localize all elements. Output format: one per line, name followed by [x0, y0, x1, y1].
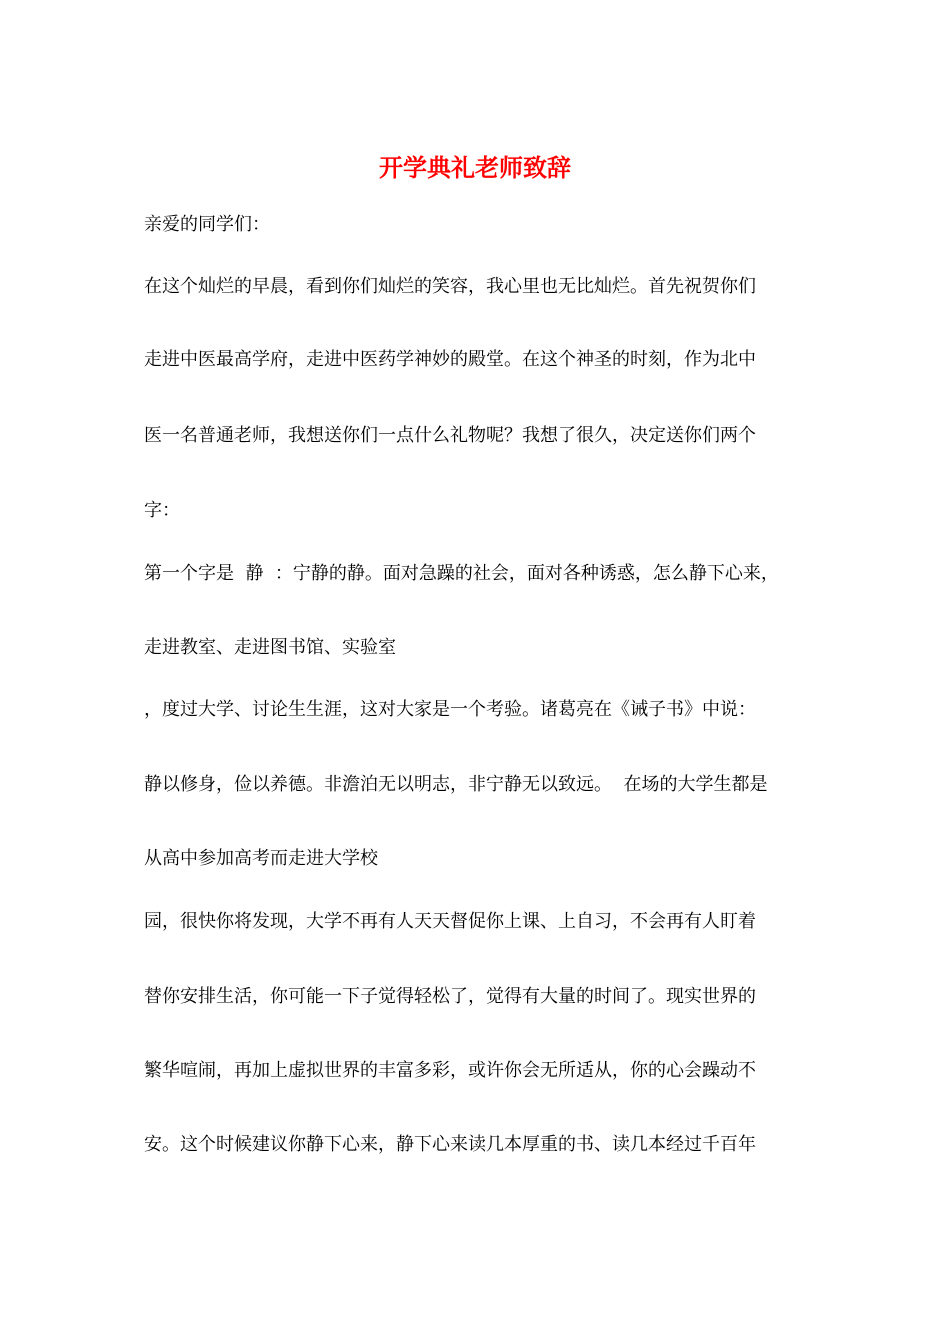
paragraph-line: 园，很快你将发现，大学不再有人天天督促你上课、上自习，不会再有人盯着 [144, 911, 756, 932]
paragraph-line: 走进教室、走进图书馆、实验室 [144, 637, 396, 658]
paragraph-line: 字： [144, 500, 180, 521]
paragraph-line: 医一名普通老师，我想送你们一点什么礼物呢？我想了很久，决定送你们两个 [144, 425, 756, 446]
paragraph-line: 从高中参加高考而走进大学校 [144, 848, 378, 869]
paragraph-line: ，度过大学、讨论生生涯，这对大家是一个考验。诸葛亮在《诫子书》中说： [144, 699, 756, 720]
paragraph-line: 亲爱的同学们： [144, 214, 270, 235]
paragraph-line: 第一个字是 静 ：宁静的静。面对急躁的社会，面对各种诱惑，怎么静下心来， [144, 563, 779, 584]
paragraph-line: 替你安排生活，你可能一下子觉得轻松了，觉得有大量的时间了。现实世界的 [144, 986, 756, 1007]
document-title: 开学典礼老师致辞 [379, 153, 571, 182]
paragraph-line: 静以修身，俭以养德。非澹泊无以明志，非宁静无以致远。 在场的大学生都是 [144, 774, 768, 795]
paragraph-line: 在这个灿烂的早晨，看到你们灿烂的笑容，我心里也无比灿烂。首先祝贺你们 [144, 276, 756, 297]
paragraph-line: 走进中医最高学府，走进中医药学神妙的殿堂。在这个神圣的时刻，作为北中 [144, 349, 756, 370]
paragraph-line: 安。这个时候建议你静下心来，静下心来读几本厚重的书、读几本经过千百年 [144, 1134, 756, 1155]
paragraph-line: 繁华喧闹，再加上虚拟世界的丰富多彩，或许你会无所适从，你的心会躁动不 [144, 1060, 756, 1081]
